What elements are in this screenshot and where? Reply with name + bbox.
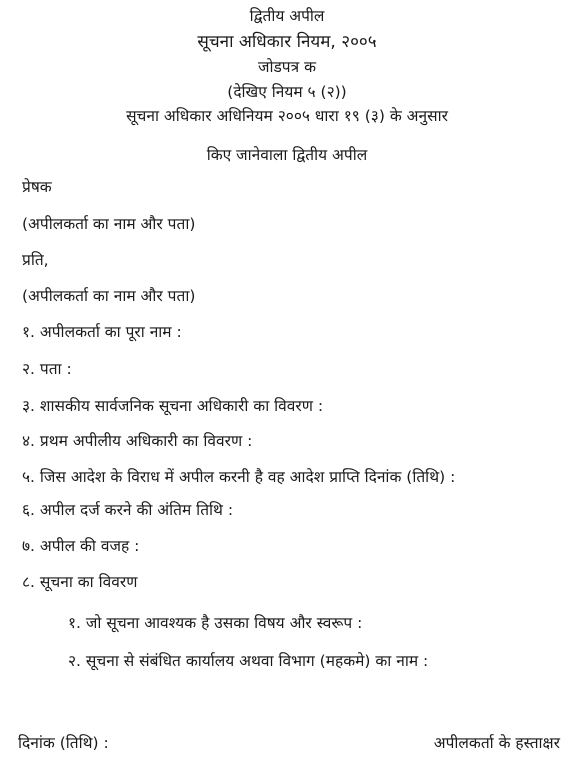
- form-heading-appeal: द्वितीय अपील: [249, 7, 325, 25]
- recipient-label: प्रति,: [22, 251, 49, 269]
- field-appeal-reason: ७. अपील की वजह :: [22, 537, 140, 555]
- field-first-appellate-officer: ४. प्रथम अपीलीय अधिकारी का विवरण :: [22, 432, 253, 450]
- form-heading-rule-reference: (देखिए नियम ५ (२)): [227, 83, 347, 101]
- form-subheading: किए जानेवाला द्वितीय अपील: [206, 146, 368, 164]
- date-label: दिनांक (तिथि) :: [18, 734, 109, 752]
- field-pio-details: ३. शासकीय सार्वजनिक सूचना अधिकारी का विवरण :: [22, 397, 324, 415]
- form-heading-annexure: जोडपत्र क: [258, 58, 316, 76]
- field-information-details: ८. सूचना का विवरण: [22, 573, 138, 591]
- field-address: २. पता :: [22, 360, 72, 378]
- subfield-office-department: २. सूचना से संबंधित कार्यालय अथवा विभाग (महकमे) का नाम :: [68, 652, 429, 670]
- subfield-information-subject: १. जो सूचना आवश्यक है उसका विषय और स्वरूप :: [68, 614, 363, 632]
- form-heading-act-section: सूचना अधिकार अधिनियम २००५ धारा १९ (३) के अनुसार: [126, 107, 448, 125]
- recipient-name-address: (अपीलकर्ता का नाम और पता): [22, 287, 196, 305]
- field-last-filing-date: ६. अपील दर्ज करने की अंतिम तिथि :: [22, 501, 234, 519]
- sender-label: प्रेषक: [22, 178, 52, 196]
- sender-name-address: (अपीलकर्ता का नाम और पता): [22, 215, 196, 233]
- form-heading-rti-rules: सूचना अधिकार नियम, २००५: [197, 32, 377, 52]
- field-order-receipt-date: ५. जिस आदेश के विराध में अपील करनी है वह आदेश प्राप्ति दिनांक (तिथि) :: [22, 468, 456, 486]
- signature-label: अपीलकर्ता के हस्ताक्षर: [433, 734, 560, 752]
- field-appellant-full-name: १. अपीलकर्ता का पूरा नाम :: [22, 323, 182, 341]
